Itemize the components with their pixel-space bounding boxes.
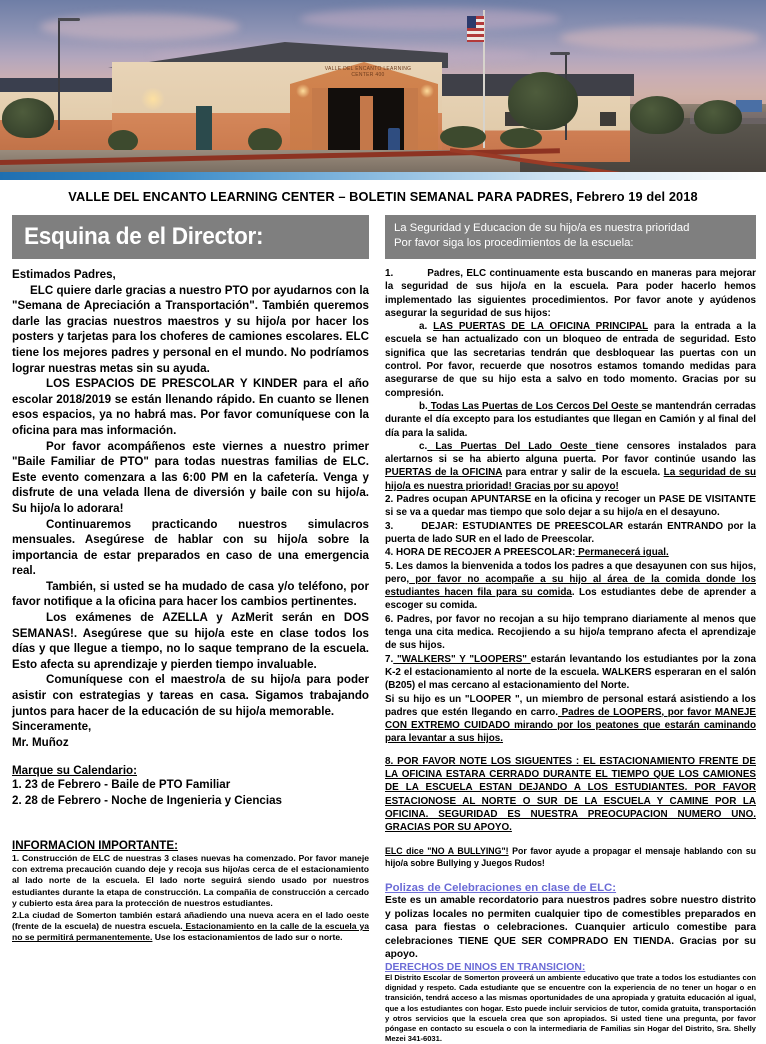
important-info-block: [12, 839, 369, 944]
procedure-7-underlined: "WALKERS" Y "LOOPERS": [393, 653, 531, 665]
street-light-pole: [58, 18, 60, 130]
procedure-7-cont-underlined: Padres de LOOPERS, por favor MANEJE CON EXTREMO CUIDADO mirando por los peatones que estarán caminando para levantar a sus hijos.: [385, 706, 756, 745]
left-column: [0, 215, 380, 1044]
directors-letter: [12, 259, 369, 750]
derechos-body: El Distrito Escolar de Somerton proveerá un ambiente educativo que trate a todos los estudiantes con dignidad y respeto. Cada estudiante que se encuentre con la experiencia de no tener un hogar o en transición, tendrá acceso a las mismas oportunidades de una apropiada y gratuita educación al igual, que a los estudiantes con hogar. Esto puede incluir servicios de tutor, comida gratuita, transportación y otros servicios que la escuela crea que son apropiados. Si usted tiene una pregunta, por favor póngase en contacto su escuela o con la intermediaria de Familias sin Hogar del Distrito, Sra. Shelly Mezei 341-6031.: [385, 973, 756, 1044]
procedure-item-5: [385, 560, 756, 613]
letter-paragraph: También, si usted se ha mudado de casa y/o teléfono, por favor notifique a la oficina para hacer los cambios pertinentes.: [12, 579, 369, 609]
shrub: [500, 128, 542, 148]
procedure-a-text: para la entrada a la escuela se han actualizado con un bloqueo de entrada de seguridad. Esto significa que las secretarias tendrán que desbloquear las puertas con un control. Por favor, recuerde que nosotros estamos tomando medidas para asegurarse de que su hijo esta a salvo en todo momento. Gracias por su compresión.: [385, 321, 757, 399]
tree: [694, 100, 742, 134]
cloud: [300, 8, 560, 30]
important-info-heading: INFORMACION IMPORTANTE:: [12, 838, 178, 852]
safety-banner-line-2: Por favor siga los procedimientos de la escuela:: [394, 237, 634, 249]
roof-left: [0, 78, 122, 92]
bullying-notice: [385, 846, 756, 870]
tree: [2, 98, 54, 138]
letter-paragraph: ELC quiere darle gracias a nuestro PTO por ayudarnos con la "Semana de Apreciación a Transportación". También queremos darle las gracias nuestros maestros y su hijo/a por hacer los posters y tarjetas para los choferes de camiones escolares. ELC tiene los mejores padres y personal en el mundo. No podríamos lograr nuestras metas sin su ayuda.: [12, 283, 369, 375]
important-info-body: [12, 853, 369, 944]
wall-lamp-glow: [140, 88, 166, 110]
spacer: [385, 746, 756, 755]
calendar-item: 1. 23 de Febrero - Baile de PTO Familiar: [12, 778, 231, 792]
spacer: [385, 834, 756, 846]
window: [600, 112, 616, 126]
procedure-item-1: [385, 267, 756, 320]
shrub: [440, 126, 486, 148]
accent-divider-bar: [0, 172, 766, 180]
procedure-item-c: [385, 440, 756, 493]
polizas-heading: Polizas de Celebraciones en clase de ELC:: [385, 882, 617, 895]
procedure-c-label: c.: [419, 440, 428, 452]
info-item-2-underlined: Estacionamiento en la calle de la escuela ya no se permitirá permanentemente.: [12, 921, 370, 943]
letter-paragraph: Comuníquese con el maestro/a de su hijo/a para poder asistir con estrategias y tareas en casa. Sigamos trabajando juntos para hacer de la educación de su hijo/a memorable.: [12, 673, 369, 718]
procedure-c-underlined-3: La seguridad de su hijo/a es nuestra prioridad! Gracias por su apoyo!: [385, 467, 757, 492]
derechos-heading: DERECHOS DE NINOS EN TRANSICION:: [385, 962, 586, 974]
polizas-body: Este es un amable recordatorio para nuestros padres sobre nuestro distrito y polizas locales no permiten cualquier tipo de comestibles preparados en casa para fiestas o celebraciones. Cuanquier articulo comestibe para celebraciones TIENE QUE SER COMPRADO EN TIENDA. Gracias por su apoyo.: [385, 895, 756, 961]
tree: [630, 96, 684, 134]
procedure-item-7-continued: [385, 693, 756, 746]
procedure-5-part-a: 5. Les damos la bienvenida a todos los padres a que desayunen con sus hijos, pero,: [385, 560, 756, 585]
info-item-2-part-b: Use los estacionamientos de lado sur o norte.: [152, 932, 343, 943]
procedure-b-text: se mantendrán cerradas durante el día excepto para los estudiantes que llegan en Camión y al final del día para la salida.: [385, 400, 757, 439]
content-columns: [0, 206, 766, 1044]
safety-banner-line-1: La Seguridad y Educacion de su hijo/a es nuestra prioridad: [394, 222, 690, 234]
procedure-c-text-2: para entrar y salir de la escuela.: [502, 467, 664, 479]
right-column: [380, 215, 766, 1044]
procedure-7-cont-part-a: Si su hijo es un "LOOPER ", un miembro de personal estará asistiendo a los padres que estén llegando en carro.: [385, 693, 756, 718]
side-door: [196, 106, 212, 150]
procedure-item-3: [385, 520, 756, 547]
letter-paragraph: Los exámenes de AZELLA y AzMerit serán en DOS SEMANAS!. Asegúrese que su hijo/a este en clase todos los días y que llegue a tiempo, no lo saque temprano de la escuela. Esto afecta su aprendizaje y pierden tiempo invaluable.: [12, 611, 369, 671]
procedure-item-2: 2. Padres ocupan APUNTARSE en la oficina y recoger un PASE DE VISITANTE si se va a quedar mas tiempo que solo dejar a su hijo/a en el desayuno.: [385, 494, 756, 519]
bullying-notice-underlined: ELC dice "NO A BULLYING"!: [385, 846, 509, 857]
directors-corner-banner: [12, 215, 369, 259]
letter-paragraph: LOS ESPACIOS DE PRESCOLAR Y KINDER para el año escolar 2018/2019 se están llenando rápido. En cuanto se llenen esos espacios, ya no habrá mas. Por favor comuníquese con la oficina para mas información.: [12, 377, 369, 437]
procedure-b-label: b.: [419, 400, 428, 412]
info-item-2: [12, 910, 369, 944]
procedure-7-text: estarán levantando los estudiantes por la zona K-2 el estacionamiento al norte de la escuela. WALKERS esperaran en el salón (B205) el mas cercano al estacionamiento del Norte.: [385, 653, 756, 692]
letter-salutation: Estimados Padres,: [12, 268, 116, 281]
procedure-c-underlined: Las Puertas Del Lado Oeste: [427, 440, 596, 452]
letter-paragraph: Por favor acompáñenos este viernes a nuestro primer "Baile Familiar de PTO" para todas nuestras familias de ELC. Este evento comenzara a las 6:00 PM en la cafetería. Venga y disfrute de una velada llena de diversión y baile con su hijo/a. Su hijo/a lo adorara!: [12, 439, 369, 515]
spacer: [385, 870, 756, 882]
street-light-arm: [58, 18, 80, 21]
letter-signer: Mr. Muñoz: [12, 735, 69, 749]
letter-closing: Sinceramente,: [12, 720, 92, 734]
wall-lamp-glow: [296, 84, 310, 98]
procedure-3-text: DEJAR: ESTUDIANTES DE PREESCOLAR estarán ENTRANDO por la puerta de lado SUR en el lado de Preescolar.: [385, 520, 756, 545]
building-sign-text: VALLE DEL ENCANTO LEARNING CENTER 400: [324, 66, 412, 78]
procedure-a-label: a.: [419, 321, 428, 333]
procedure-1-text: Padres, ELC continuamente esta buscando en maneras para mejorar la seguridad de sus hijo/a en la escuela. Para poder hacerlo hemos implementado las siguientes procedimientos. Por favor anote y ayúdenos asegurar la seguridad de sus hijos:: [385, 268, 756, 319]
procedure-item-4: [385, 546, 756, 559]
tree: [508, 72, 578, 130]
procedure-a-underlined: LAS PUERTAS DE LA OFICINA PRINCIPAL: [433, 321, 648, 333]
procedure-b-underlined: Todas Las Puertas de Los Cercos Del Oeste: [427, 400, 642, 412]
street-light-arm: [550, 52, 570, 55]
bullying-notice-text: Por favor ayude a propagar el mensaje hablando con su hijo/a sobre Bullying y Juegos Rudos!: [385, 846, 756, 869]
procedure-item-a: [385, 320, 756, 400]
cloud: [560, 26, 760, 50]
procedure-4-text: 4. HORA DE RECOJER A PREESCOLAR:: [385, 547, 576, 559]
procedure-c-underlined-2: PUERTAS de la OFICINA: [385, 467, 503, 479]
procedure-5-underlined: por favor no acompañe a su hijo al área de la comida donde los estudiantes hacen fila para su comida: [385, 573, 756, 599]
shrub: [108, 130, 138, 152]
safety-banner: [385, 215, 756, 259]
procedure-item-8: 8. POR FAVOR NOTE LOS SIGUENTES : EL ESTACIONAMIENTO FRENTE DE LA OFICINA ESTARA CERRADO DURANTE EL TIEMPO QUE LOS CAMIONES DE LA ESCUELA ESTAN DEJANDO A LOS ESTUDIANTES. POR FAVOR ESTACIONOSE AL NORTE O SUR DE LA ESCUELA Y CAMINE POR LA OFICINA. SEGURIDAD ES NUESTRA PREOCUPACION NUMERO UNO. GRACIAS POR SU APOYO.: [385, 755, 756, 834]
procedure-item-7: [385, 653, 756, 693]
info-item-2-part-a: 2.La ciudad de Somerton también estará añadiendo una nueva acera en el lado oeste (frente de la escuela) de nuestra escuela.: [12, 909, 369, 932]
calendar-item: 2. 28 de Febrero - Noche de Ingenieria y Ciencias: [12, 794, 282, 807]
procedure-7-number: 7.: [385, 653, 394, 665]
safety-procedures-list: [385, 259, 756, 846]
directors-corner-title: Esquina de el Director:: [24, 223, 264, 250]
procedure-c-text-1: tiene censores instalados para alertarnos si se ha abierto alguna puerta. Por favor continúe usando las: [385, 440, 756, 466]
procedure-4-underlined: Permanecerá igual.: [575, 547, 669, 559]
procedure-item-6: 6. Padres, por favor no recojan a su hijo temprano diariamente al menos que tenga una cita medica. Recojiendo a su hijo/a temprano afecta el aprendizaje de sus hijos.: [385, 613, 756, 652]
procedure-1-number: 1.: [385, 268, 394, 279]
info-item-1: 1. Construcción de ELC de nuestras 3 clases nuevas ha comenzado. Por favor maneje con extrema precaución cuando deje y recoja sus hijo/as cerca de el estacionamiento al lado norte de la escuela. El lado norte seguirá siendo usado por nuestros estudiantes durante la etapa de construcción. La compañia de construcción a cercado y cubierto esta área para la protección de nuestros estudiantes.: [12, 852, 369, 909]
header-photo: [0, 0, 766, 172]
flag-canton: [467, 16, 476, 28]
procedure-3-number: 3.: [385, 520, 394, 532]
wall-lamp-glow: [420, 84, 434, 98]
procedure-5-part-b: . Los estudiantes debe de aprender a escoger su comida.: [385, 587, 757, 612]
letter-paragraph: Continuaremos practicando nuestros simulacros mensuales. Asegúrese de hablar con su hijo/a sobre la importancia de estar preparados en caso de una emergencia real.: [12, 517, 369, 578]
newsletter-title: VALLE DEL ENCANTO LEARNING CENTER – BOLETIN SEMANAL PARA PADRES, Febrero 19 del 2018: [68, 189, 698, 204]
procedure-item-b: [385, 400, 756, 440]
calendar-heading: Marque su Calendario:: [12, 764, 137, 778]
